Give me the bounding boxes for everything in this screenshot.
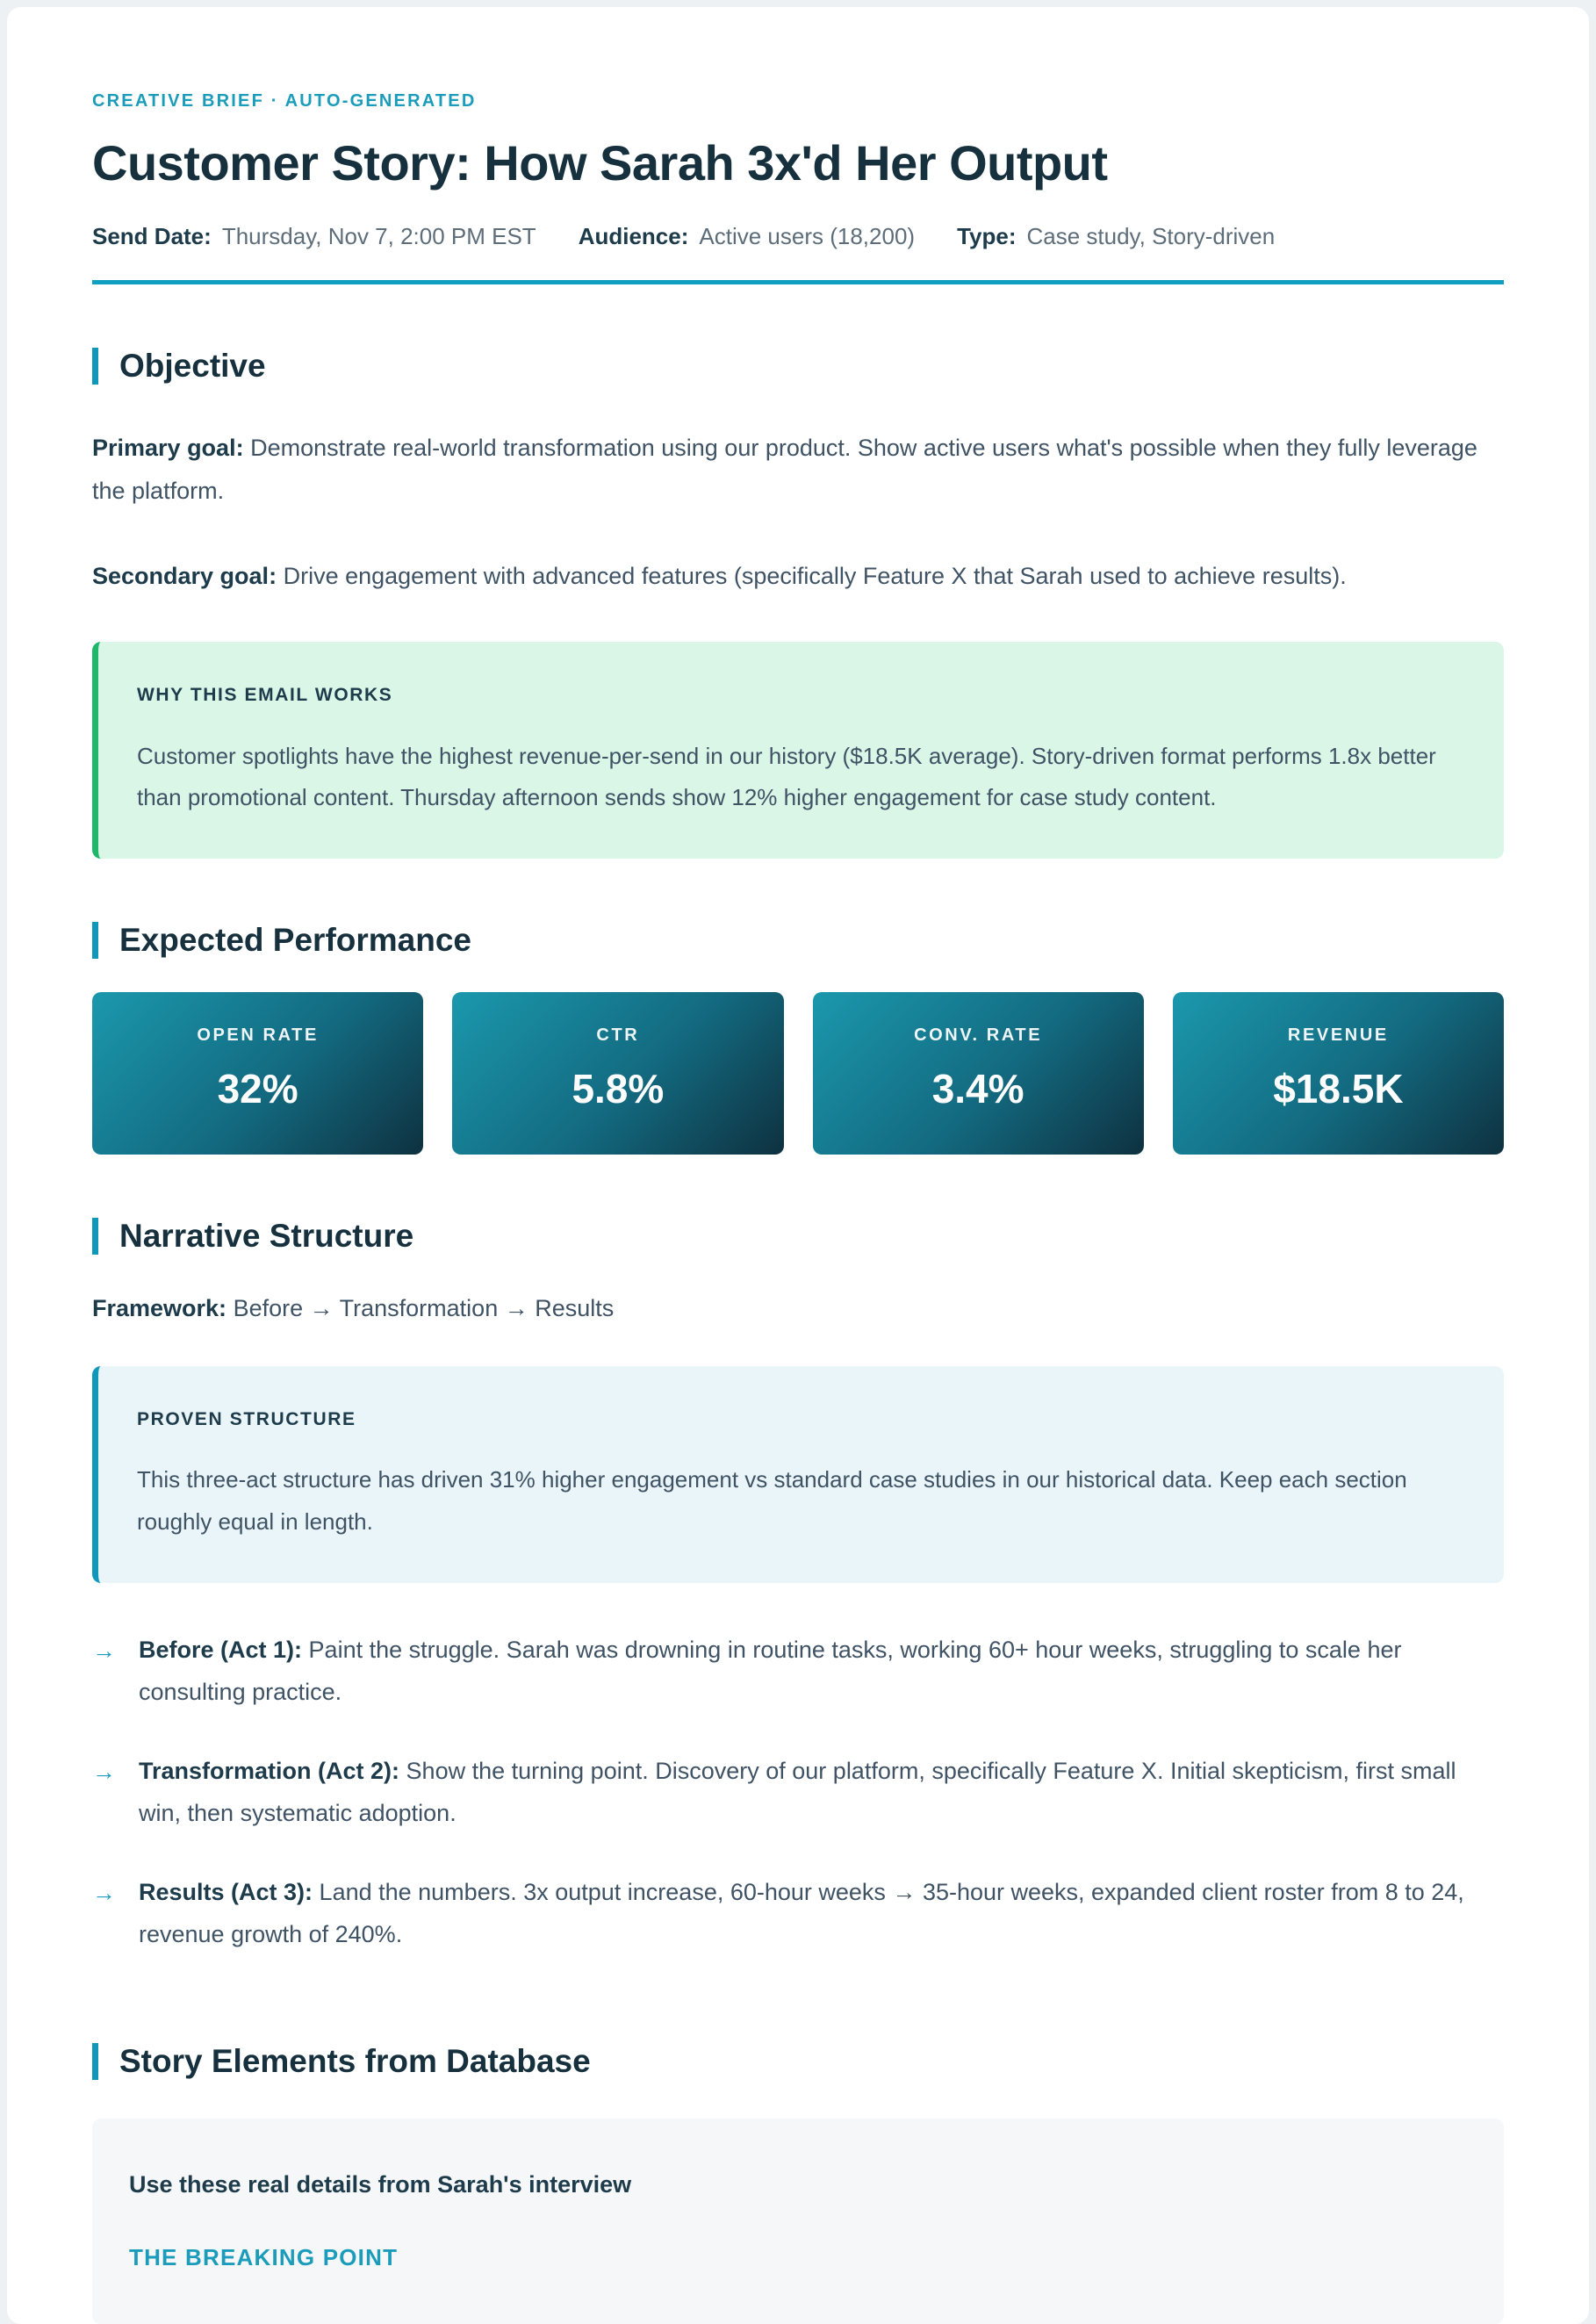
why-email-works-heading: WHY THIS EMAIL WORKS: [137, 685, 393, 706]
act-2-label: Transformation (Act 2):: [139, 1758, 400, 1785]
framework-value: Before → Transformation → Results: [233, 1295, 615, 1322]
objective-heading: Objective: [92, 348, 1504, 385]
secondary-goal-label: Secondary goal:: [92, 563, 277, 590]
metric-open-rate-label: OPEN RATE: [197, 1025, 319, 1046]
act-1-label: Before (Act 1):: [139, 1637, 303, 1664]
metric-revenue-value: $18.5K: [1273, 1066, 1404, 1112]
meta-row: [92, 223, 1504, 250]
meta-audience-label: Audience:: [578, 223, 689, 249]
meta-type: [957, 223, 1275, 250]
metric-grid: [92, 992, 1504, 1155]
list-item-act-2: [92, 1750, 1504, 1834]
act-2-text: Show the turning point. Discovery of our platform, specifically Feature X. Initial skepticism, first small win, then systematic adoption.: [139, 1758, 1456, 1827]
secondary-goal-text: Drive engagement with advanced features (specifically Feature X that Sarah used to achieve results).: [283, 563, 1347, 590]
metric-conv-rate-label: CONV. RATE: [914, 1025, 1043, 1046]
proven-structure-text: This three-act structure has driven 31% higher engagement vs standard case studies in our historical data. Keep each section roughly equal in length.: [137, 1466, 1407, 1535]
eyebrow-label: CREATIVE BRIEF · AUTO-GENERATED: [92, 91, 477, 111]
meta-type-value: Case study, Story-driven: [1026, 223, 1276, 249]
act-2-body: [139, 1750, 1504, 1834]
list-item-act-3: [92, 1871, 1504, 1955]
brief-document-card: [7, 7, 1589, 2324]
meta-send-date-label: Send Date:: [92, 223, 212, 249]
performance-heading: Expected Performance: [92, 922, 1504, 959]
section-story-elements: [92, 2043, 1504, 2324]
act-3-text: Land the numbers. 3x output increase, 60-hour weeks → 35-hour weeks, expanded client roster from 8 to 24, revenue growth of 240%.: [139, 1879, 1464, 1948]
section-expected-performance: [92, 922, 1504, 1155]
framework-line: [92, 1295, 1504, 1322]
proven-structure-callout: [92, 1366, 1504, 1583]
metric-card-conv-rate: [813, 992, 1144, 1155]
metric-card-revenue: [1173, 992, 1504, 1155]
story-elements-heading: Story Elements from Database: [92, 2043, 1504, 2080]
header-divider: [92, 280, 1504, 284]
act-1-text: Paint the struggle. Sarah was drowning in routine tasks, working 60+ hour weeks, struggling to scale her consulting practice.: [139, 1637, 1402, 1706]
section-objective: [92, 348, 1504, 859]
proven-structure-heading: PROVEN STRUCTURE: [137, 1409, 356, 1430]
metric-ctr-value: 5.8%: [572, 1066, 665, 1112]
meta-send-date-value: Thursday, Nov 7, 2:00 PM EST: [221, 223, 536, 249]
metric-open-rate-value: 32%: [217, 1066, 298, 1112]
story-box-title: Use these real details from Sarah's interview: [129, 2171, 632, 2198]
act-3-label: Results (Act 3):: [139, 1879, 313, 1906]
why-email-works-text: Customer spotlights have the highest revenue-per-send in our history ($18.5K average). Story-driven format performs 1.8x better than promotional content. Thursday afternoon sends show 12% higher engagement for case study content.: [137, 742, 1436, 810]
act-1-body: [139, 1629, 1504, 1713]
metric-conv-rate-value: 3.4%: [931, 1066, 1024, 1112]
primary-goal-text: Demonstrate real-world transformation using our product. Show active users what's possible when they fully leverage the platform.: [92, 435, 1477, 505]
brief-content: [7, 7, 1589, 2324]
meta-audience-value: Active users (18,200): [699, 223, 916, 249]
list-item-act-1: [92, 1629, 1504, 1713]
story-elements-box: [92, 2119, 1504, 2324]
metric-card-ctr: [452, 992, 783, 1155]
section-narrative-structure: [92, 1218, 1504, 1955]
metric-revenue-label: REVENUE: [1287, 1025, 1389, 1046]
metric-card-open-rate: [92, 992, 423, 1155]
primary-goal-paragraph: [92, 427, 1504, 513]
arrow-right-icon: →: [92, 1637, 116, 1665]
narrative-heading: Narrative Structure: [92, 1218, 1504, 1255]
breaking-point-subheading: THE BREAKING POINT: [129, 2244, 399, 2271]
meta-audience: [579, 223, 915, 250]
framework-label: Framework:: [92, 1295, 227, 1322]
act-list: [92, 1629, 1504, 1955]
secondary-goal-paragraph: [92, 555, 1504, 598]
act-3-body: [139, 1871, 1504, 1955]
arrow-right-icon: →: [92, 1759, 116, 1786]
arrow-right-icon: →: [92, 1880, 116, 1907]
metric-ctr-label: CTR: [596, 1025, 640, 1046]
primary-goal-label: Primary goal:: [92, 435, 244, 461]
page-title: Customer Story: How Sarah 3x'd Her Output: [92, 135, 1108, 191]
meta-send-date: [92, 223, 536, 250]
why-email-works-callout: [92, 642, 1504, 859]
meta-type-label: Type:: [957, 223, 1017, 249]
